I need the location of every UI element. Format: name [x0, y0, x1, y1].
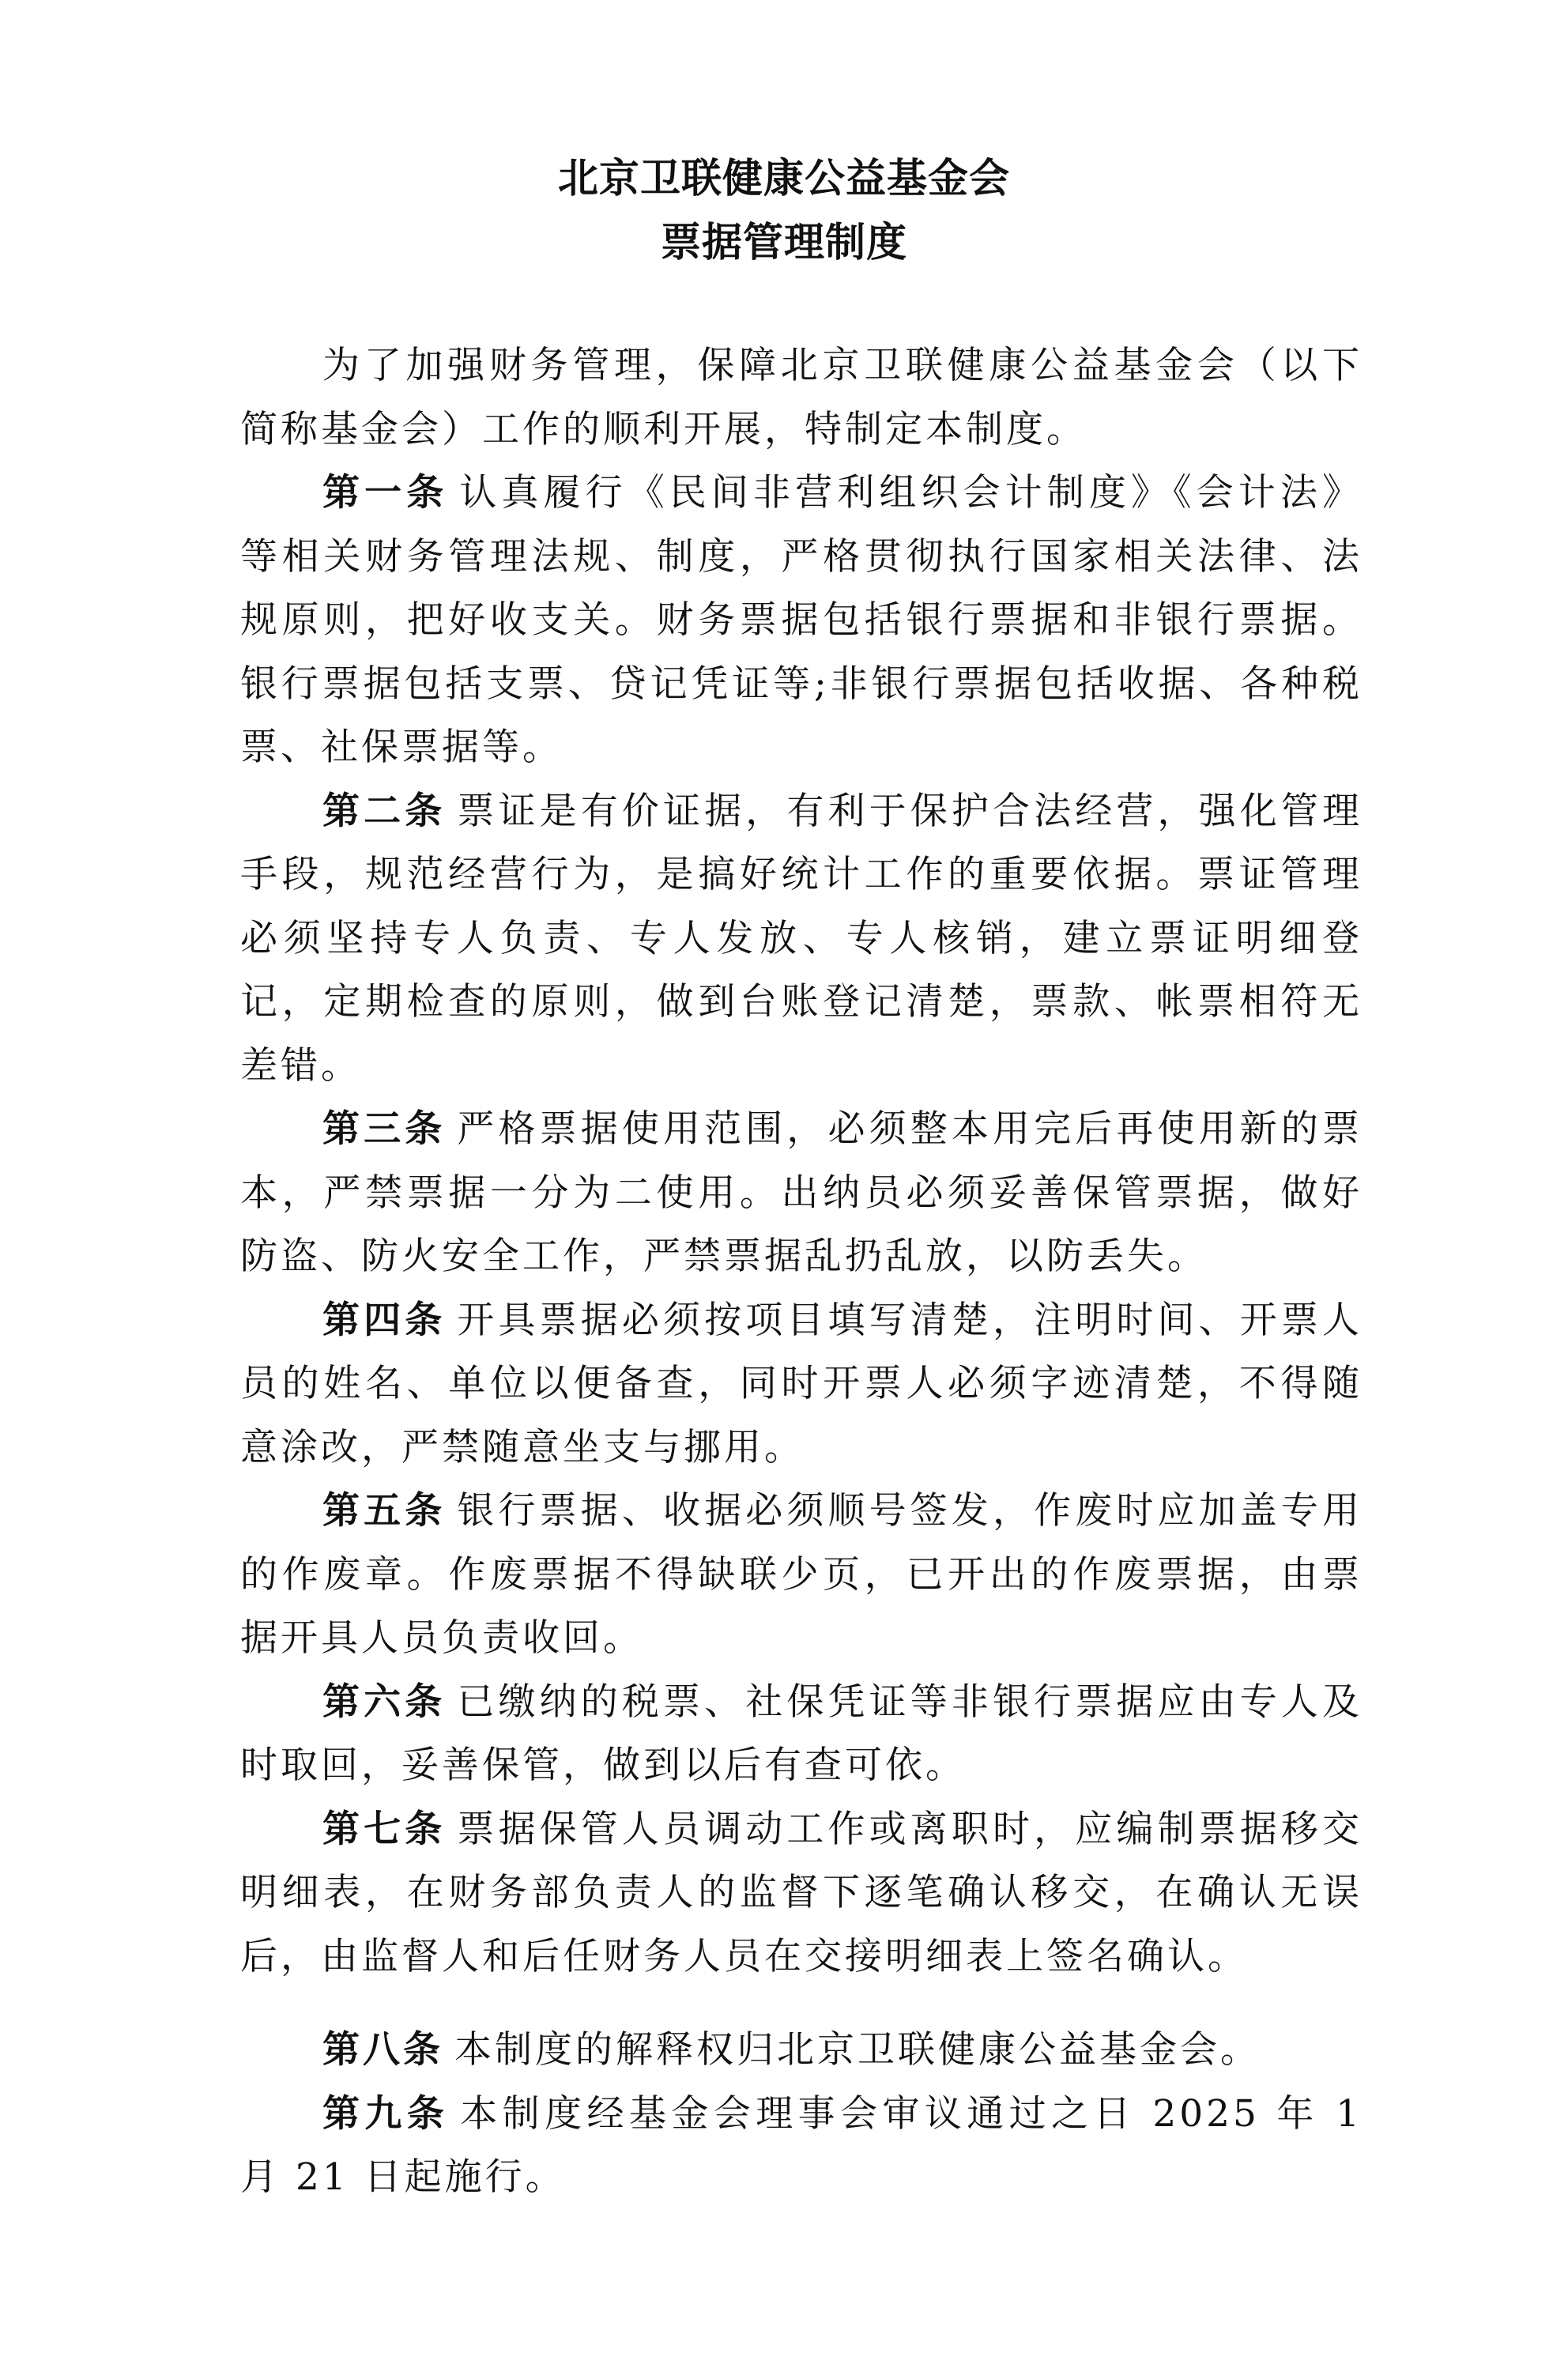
article-6-label: 第六条 [322, 1680, 447, 1724]
article-4-text: 开具票据必须按项目填写清楚，注明时间、开票人员的姓名、单位以便备查，同时开票人必须字迹清楚，不得随意涂改，严禁随意坐支与挪用。 [240, 1298, 1363, 1469]
article-9-label: 第九条 [322, 2091, 450, 2136]
article-6-text: 已缴纳的税票、社保凭证等非银行票据应由专人及时取回，妥善保管，做到以后有查可依。 [240, 1680, 1363, 1787]
article-5 [240, 1480, 1363, 1671]
intro-paragraph: 为了加强财务管理，保障北京卫联健康公益基金会（以下简称基金会）工作的顺利开展，特制定本制度。 [240, 344, 1363, 451]
document-body [240, 334, 1363, 2210]
article-5-label: 第五条 [322, 1489, 447, 1533]
article-1-label: 第一条 [322, 471, 449, 515]
article-9 [240, 2083, 1363, 2210]
article-8-label: 第八条 [322, 2028, 443, 2072]
article-1 [240, 462, 1363, 780]
article-4-label: 第四条 [322, 1298, 447, 1342]
article-2 [240, 780, 1363, 1099]
article-6 [240, 1671, 1363, 1798]
document-title-line2: 票据管理制度 [660, 219, 907, 266]
article-1-text: 认真履行《民间非营利组织会计制度》《会计法》等相关财务管理法规、制度，严格贯彻执行国家相关法律、法规原则，把好收支关。财务票据包括银行票据和非银行票据。银行票据包括支票、贷记凭证等;非银行票据包括收据、各种税票、社保票据等。 [240, 471, 1363, 769]
article-3 [240, 1098, 1363, 1289]
article-3-text: 严格票据使用范围，必须整本用完后再使用新的票本，严禁票据一分为二使用。出纳员必须妥善保管票据，做好防盗、防火安全工作，严禁票据乱扔乱放，以防丢失。 [240, 1107, 1363, 1278]
article-2-label: 第二条 [322, 789, 447, 833]
article-7 [240, 1798, 1363, 1989]
article-7-text: 票据保管人员调动工作或离职时，应编制票据移交明细表，在财务部负责人的监督下逐笔确认移交，在确认无误后，由监督人和后任财务人员在交接明细表上签名确认。 [240, 1807, 1363, 1978]
article-2-text: 票证是有价证据，有利于保护合法经营，强化管理手段，规范经营行为，是搞好统计工作的重要依据。票证管理必须坚持专人负责、专人发放、专人核销，建立票证明细登记，定期检查的原则，做到台账登记清楚，票款、帐票相符无差错。 [240, 789, 1363, 1088]
article-8 [240, 2019, 1363, 2083]
article-7-label: 第七条 [322, 1807, 447, 1851]
document-title-line1: 北京卫联健康公益基金会 [557, 155, 1010, 202]
article-5-text: 银行票据、收据必须顺号签发，作废时应加盖专用的作废章。作废票据不得缺联少页，已开出的作废票据，由票据开具人员负责收回。 [240, 1489, 1363, 1660]
article-3-label: 第三条 [322, 1107, 447, 1151]
article-9-text: 本制度经基金会理事会审议通过之日 2025 年 1 月 21 日起施行。 [240, 2091, 1363, 2199]
article-4 [240, 1289, 1363, 1480]
article-8-text: 本制度的解释权归北京卫联健康公益基金会。 [454, 2028, 1261, 2072]
